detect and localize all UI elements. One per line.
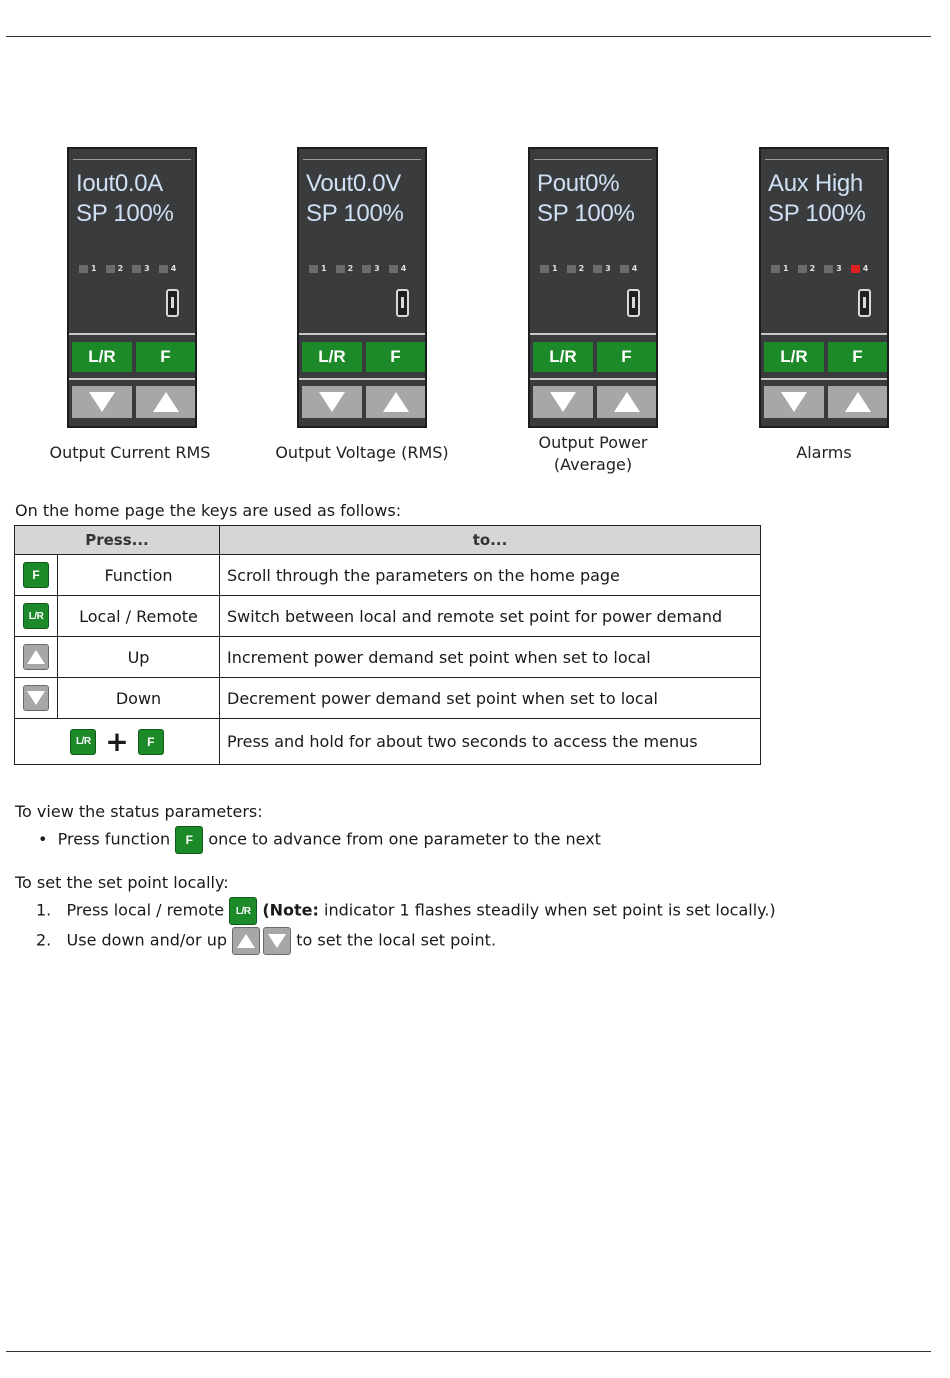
step-number: 1. — [36, 900, 52, 920]
led-number: 2 — [809, 264, 816, 273]
led-number: 3 — [144, 264, 150, 273]
key-name: Local / Remote — [58, 596, 220, 637]
local-remote-key-icon: L/R — [229, 897, 257, 925]
header-press: Press... — [15, 526, 220, 555]
local-remote-button[interactable]: L/R — [764, 342, 824, 372]
down-arrow-icon — [89, 392, 115, 412]
setpoint-heading: To set the set point locally: — [15, 873, 229, 892]
down-button[interactable] — [72, 386, 132, 418]
led-3 — [593, 265, 602, 273]
table-header-row — [15, 526, 761, 555]
up-key-icon — [23, 644, 49, 670]
latch-icon — [627, 289, 640, 317]
step-number: 2. — [36, 930, 52, 950]
key-name: Up — [58, 637, 220, 678]
local-remote-button[interactable]: L/R — [302, 342, 362, 372]
down-arrow-icon — [781, 392, 807, 412]
panel-divider — [530, 378, 656, 380]
step-text-after: to set the local set point. — [296, 930, 497, 950]
led-2 — [567, 265, 576, 273]
status-heading: To view the status parameters: — [15, 802, 263, 821]
led-1 — [540, 265, 549, 273]
led-4-alarm — [851, 265, 860, 273]
bottom-rule — [6, 1351, 931, 1352]
panel-display — [537, 169, 635, 229]
function-button[interactable]: F — [366, 342, 425, 372]
key-name: Down — [58, 678, 220, 719]
up-arrow-icon — [614, 392, 640, 412]
panel-top-line — [73, 159, 191, 160]
led-4 — [159, 265, 168, 273]
led-number: 3 — [836, 264, 842, 273]
led-number: 1 — [91, 264, 97, 273]
function-key-icon: F — [175, 826, 203, 854]
led-1 — [309, 265, 318, 273]
led-3 — [824, 265, 833, 273]
led-number: 1 — [783, 264, 789, 273]
setpoint-step-2 — [36, 927, 496, 955]
down-arrow-icon — [319, 392, 345, 412]
setpoint-step-1 — [36, 897, 776, 925]
led-number: 4 — [170, 264, 177, 273]
panel-divider — [69, 378, 195, 380]
key-combo — [15, 719, 220, 765]
led-4 — [389, 265, 398, 273]
led-3 — [132, 265, 141, 273]
key-name: Function — [58, 555, 220, 596]
display-line-2: SP 100% — [537, 200, 635, 227]
function-key-icon: F — [23, 562, 49, 588]
led-number: 1 — [552, 264, 558, 273]
local-remote-key-icon: L/R — [70, 729, 96, 755]
local-remote-button[interactable]: L/R — [72, 342, 132, 372]
led-number: 4 — [862, 264, 869, 273]
table-row — [15, 719, 761, 765]
step-text: Use down and/or up — [66, 930, 228, 950]
down-arrow-icon — [550, 392, 576, 412]
panel-top-line — [534, 159, 652, 160]
indicator-leds — [771, 264, 874, 273]
led-number: 3 — [374, 264, 380, 273]
local-remote-key-icon: L/R — [23, 603, 49, 629]
up-button[interactable] — [597, 386, 656, 418]
bullet-icon: • — [38, 829, 58, 849]
panel-display — [768, 169, 866, 229]
panel-top-line — [765, 159, 883, 160]
up-key-icon — [232, 927, 260, 955]
key-action: Switch between local and remote set point for power demand — [220, 596, 761, 637]
up-button[interactable] — [828, 386, 887, 418]
panel-top-line — [303, 159, 421, 160]
top-rule — [6, 36, 931, 37]
function-button[interactable]: F — [597, 342, 656, 372]
note-text: indicator 1 flashes steadily when set point is set locally.) — [324, 900, 776, 920]
latch-icon — [166, 289, 179, 317]
bullet-text-before: Press function — [57, 829, 171, 849]
led-number: 3 — [605, 264, 611, 273]
up-arrow-icon — [845, 392, 871, 412]
led-1 — [79, 265, 88, 273]
led-number: 4 — [400, 264, 407, 273]
table-row — [15, 555, 761, 596]
panel-divider — [530, 333, 656, 335]
led-number: 4 — [631, 264, 638, 273]
local-remote-button[interactable]: L/R — [533, 342, 593, 372]
indicator-leds — [309, 264, 412, 273]
function-button[interactable]: F — [136, 342, 195, 372]
key-action: Decrement power demand set point when set to local — [220, 678, 761, 719]
status-bullet — [38, 826, 601, 854]
panel-divider — [299, 333, 425, 335]
controller-panel-power — [528, 147, 658, 428]
header-to: to... — [220, 526, 761, 555]
display-line-1: Vout0.0V — [306, 170, 402, 197]
panel-divider — [761, 378, 887, 380]
function-button[interactable]: F — [828, 342, 887, 372]
table-row — [15, 637, 761, 678]
panel-caption: Output Power (Average) — [538, 433, 648, 474]
display-line-2: SP 100% — [76, 200, 174, 227]
panel-divider — [761, 333, 887, 335]
table-row — [15, 678, 761, 719]
step-text: Press local / remote — [66, 900, 225, 920]
panel-display — [306, 169, 404, 229]
down-key-icon — [23, 685, 49, 711]
led-2 — [106, 265, 115, 273]
key-action: Scroll through the parameters on the home page — [220, 555, 761, 596]
panel-caption: Alarms — [796, 443, 852, 462]
indicator-leds — [79, 264, 182, 273]
controller-panel-alarms — [759, 147, 889, 428]
led-2 — [336, 265, 345, 273]
display-line-1: Aux High — [768, 170, 863, 197]
panel-divider — [299, 378, 425, 380]
panel-caption: Output Voltage (RMS) — [275, 443, 449, 462]
key-function-table — [14, 525, 761, 765]
led-2 — [798, 265, 807, 273]
up-button[interactable] — [136, 386, 195, 418]
bullet-text-after: once to advance from one parameter to the next — [208, 829, 601, 849]
down-button[interactable] — [533, 386, 593, 418]
led-3 — [362, 265, 371, 273]
down-button[interactable] — [764, 386, 824, 418]
led-number: 2 — [117, 264, 124, 273]
display-line-2: SP 100% — [306, 200, 404, 227]
table-row — [15, 596, 761, 637]
key-action: Increment power demand set point when set to local — [220, 637, 761, 678]
note-label: (Note: — [262, 900, 319, 920]
latch-icon — [396, 289, 409, 317]
controller-panel-voltage — [297, 147, 427, 428]
led-1 — [771, 265, 780, 273]
panel-display — [76, 169, 174, 229]
panel-divider — [69, 333, 195, 335]
up-arrow-icon — [383, 392, 409, 412]
panel-caption: Output Current RMS — [49, 443, 211, 462]
led-number: 1 — [321, 264, 327, 273]
led-number: 2 — [578, 264, 585, 273]
key-action: Press and hold for about two seconds to access the menus — [220, 719, 761, 765]
led-number: 2 — [347, 264, 354, 273]
indicator-leds — [540, 264, 643, 273]
down-key-icon — [263, 927, 291, 955]
plus-icon: + — [105, 725, 129, 758]
up-button[interactable] — [366, 386, 425, 418]
controller-panel-current — [67, 147, 197, 428]
function-key-icon: F — [138, 729, 164, 755]
display-line-2: SP 100% — [768, 200, 866, 227]
display-line-1: Iout0.0A — [76, 170, 164, 197]
up-arrow-icon — [153, 392, 179, 412]
down-button[interactable] — [302, 386, 362, 418]
display-line-1: Pout0% — [537, 170, 620, 197]
intro-text: On the home page the keys are used as follows: — [15, 501, 402, 520]
latch-icon — [858, 289, 871, 317]
led-4 — [620, 265, 629, 273]
